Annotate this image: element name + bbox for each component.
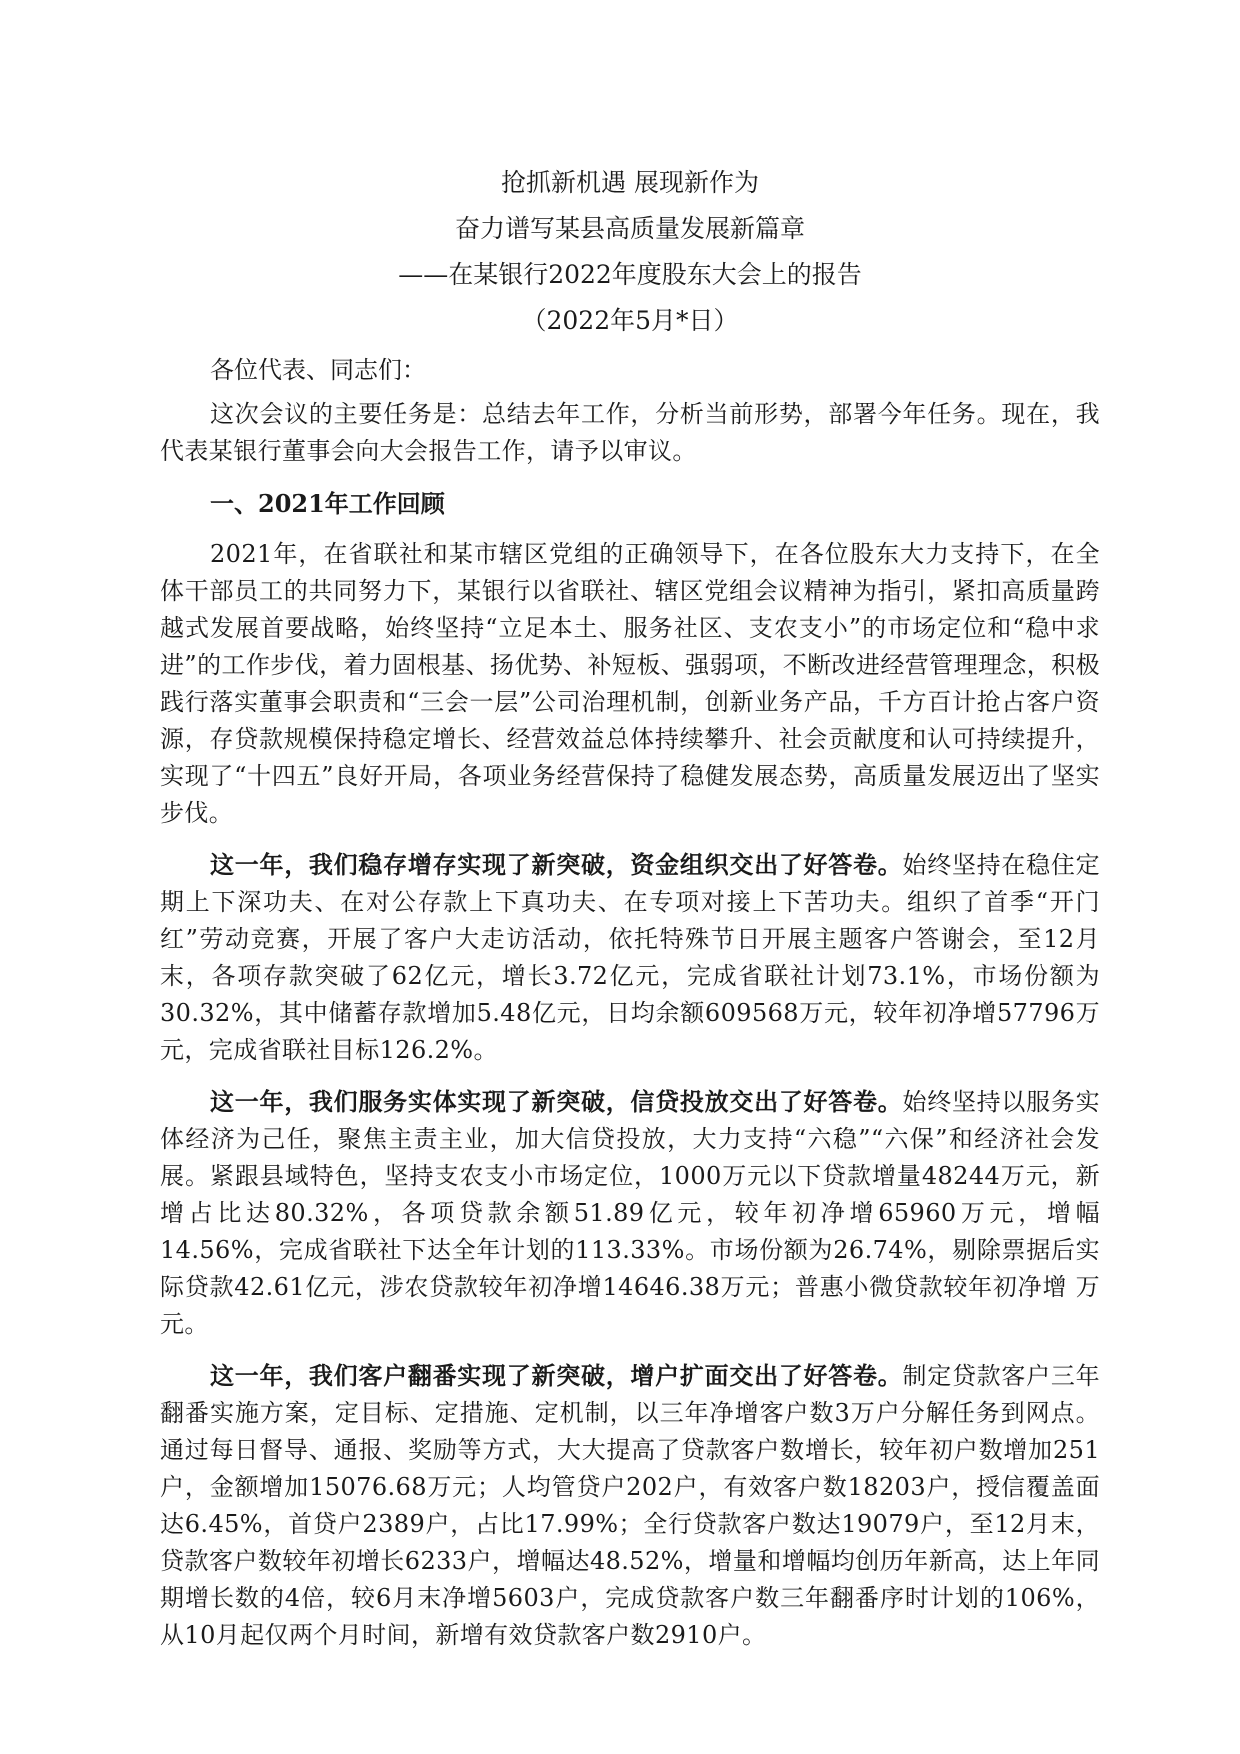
achievement-paragraph-loans <box>160 1083 1100 1343</box>
section-heading: 一、2021年工作回顾 <box>210 489 445 518</box>
achievement-lead: 这一年，我们客户翻番实现了新突破，增户扩面交出了好答卷。 <box>210 1361 903 1390</box>
achievement-lead: 这一年，我们稳存增存实现了新突破，资金组织交出了好答卷。 <box>210 850 903 879</box>
achievement-body: 制定贷款客户三年翻番实施方案，定目标、定措施、定机制，以三年净增客户数3万户分解任务到网点。通过每日督导、通报、奖励等方式，大大提高了贷款客户数增长，较年初户数增加251户，金额增加15076.68万元；人均管贷户202户，有效客户数18203户，授信覆盖面达6.45%，首贷户2389户，占比17.99%；全行贷款客户数达19079户，至12月末，贷款客户数较年初增长6233户，增幅达48.52%，增量和增幅均创历年新高，达上年同期增长数的4倍，较6月末净增5603户，完成贷款客户数三年翻番序时计划的106%，从10月起仅两个月时间，新增有效贷款客户数2910户。 <box>160 1362 1101 1649</box>
achievement-paragraph-deposits <box>160 846 1100 1069</box>
document-title-line-2: 奋力谱写某县高质量发展新篇章 <box>454 214 805 243</box>
achievement-paragraph-customers <box>160 1357 1100 1654</box>
achievement-body: 始终坚持以服务实体经济为己任，聚焦主责主业，加大信贷投放，大力支持“六稳”“六保”和经济社会发展。紧跟县域特色，坚持支农支小市场定位，1000万元以下贷款增量48244万元，新增占比达80.32%，各项贷款余额51.89亿元，较年初净增65960万元，增幅14.56%，完成省联社下达全年计划的113.33%。市场份额为26.74%，剔除票据后实际贷款42.61亿元，涉农贷款较年初净增14646.38万元；普惠小微贷款较年初净增 万元。 <box>160 1088 1101 1338</box>
achievement-body: 始终坚持在稳住定期上下深功夫、在对公存款上下真功夫、在专项对接上下苦功夫。组织了首季“开门红”劳动竞赛，开展了客户大走访活动，依托特殊节日开展主题客户答谢会，至12月末，各项存款突破了62亿元，增长3.72亿元，完成省联社计划73.1%，市场份额为30.32%，其中储蓄存款增加5.48亿元，日均余额609568万元，较年初净增57796万元，完成省联社目标126.2%。 <box>160 851 1101 1064</box>
document-subtitle: ——在某银行2022年度股东大会上的报告 <box>398 260 862 289</box>
document-title-line-1: 抢抓新机遇 展现新作为 <box>501 168 759 197</box>
achievement-lead: 这一年，我们服务实体实现了新突破，信贷投放交出了好答卷。 <box>210 1087 903 1116</box>
overview-paragraph: 2021年，在省联社和某市辖区党组的正确领导下，在各位股东大力支持下，在全体干部员工的共同努力下，某银行以省联社、辖区党组会议精神为指引，紧扣高质量跨越式发展首要战略，始终坚持“立足本土、服务社区、支农支小”的市场定位和“稳中求进”的工作步伐，着力固根基、扬优势、补短板、强弱项，不断改进经营管理理念，积极践行落实董事会职责和“三会一层”公司治理机制，创新业务产品，千方百计抢占客户资源，存贷款规模保持稳定增长、经营效益总体持续攀升、社会贡献度和认可持续提升，实现了“十四五”良好开局，各项业务经营保持了稳健发展态势，高质量发展迈出了坚实步伐。 <box>160 540 1100 827</box>
document-page <box>160 160 1100 1668</box>
intro-paragraph: 这次会议的主要任务是：总结去年工作，分析当前形势，部署今年任务。现在，我代表某银行董事会向大会报告工作，请予以审议。 <box>160 400 1100 465</box>
document-date: （2022年5月*日） <box>521 306 739 335</box>
greeting: 各位代表、同志们： <box>210 356 426 384</box>
